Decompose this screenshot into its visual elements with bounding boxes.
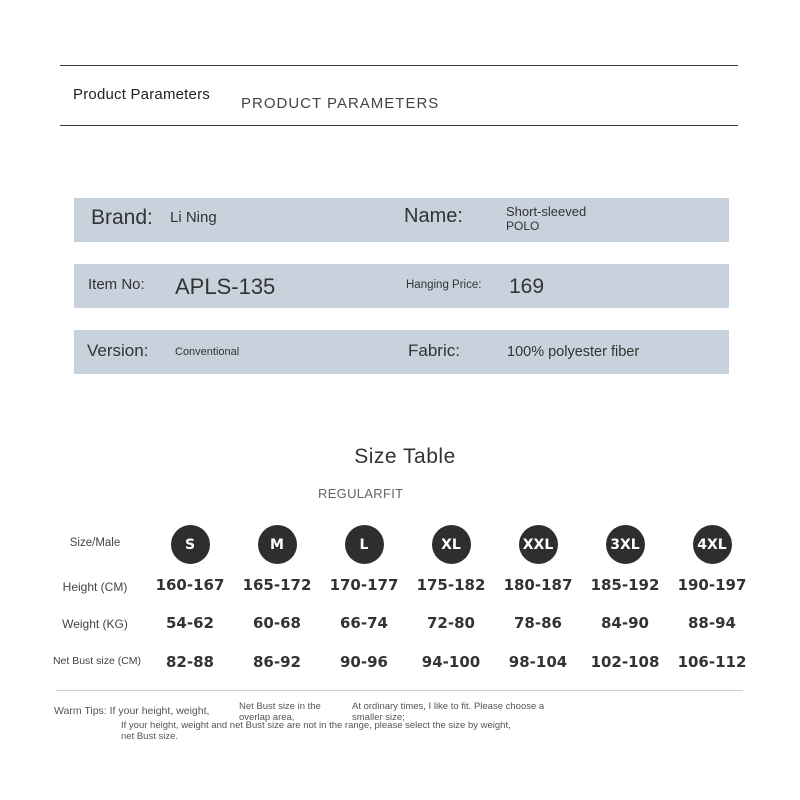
bust-cell: 82-88	[166, 653, 214, 671]
size-badge-xxl: XXL	[519, 525, 558, 564]
header-top-rule	[60, 65, 738, 66]
size-badge-xl: XL	[432, 525, 471, 564]
page-title-upper: PRODUCT PARAMETERS	[241, 95, 440, 112]
size-table-title: Size Table	[354, 445, 456, 468]
bust-cell: 86-92	[253, 653, 301, 671]
param-row-item-price	[74, 264, 729, 308]
fabric-label: Fabric:	[408, 341, 460, 360]
weight-cell: 72-80	[427, 614, 475, 632]
weight-cell: 66-74	[340, 614, 388, 632]
size-table-subtitle: REGULARFIT	[318, 486, 404, 501]
height-cell: 165-172	[242, 576, 312, 594]
size-badge-m: M	[258, 525, 297, 564]
weight-row-label: Weight (KG)	[62, 617, 128, 631]
param-row-brand-name	[74, 198, 729, 242]
size-badge-l: L	[345, 525, 384, 564]
bust-cell: 106-112	[677, 653, 747, 671]
size-badge-s: S	[171, 525, 210, 564]
name-value-line2: POLO	[506, 219, 540, 233]
size-badge-3xl: 3XL	[606, 525, 645, 564]
item-value: APLS-135	[175, 274, 276, 299]
param-row-version-fabric	[74, 330, 729, 374]
height-cell: 170-177	[329, 576, 399, 594]
bust-cell: 102-108	[590, 653, 660, 671]
price-value: 169	[509, 275, 545, 298]
weight-cell: 54-62	[166, 614, 214, 632]
item-label: Item No:	[88, 276, 145, 293]
bust-row-label: Net Bust size (CM)	[52, 655, 142, 667]
weight-cell: 84-90	[601, 614, 649, 632]
name-value-line1: Short-sleeved	[506, 204, 587, 219]
tip-part3: At ordinary times, I like to fit. Please choose a smaller size;	[352, 701, 545, 723]
name-label: Name:	[404, 205, 463, 227]
weight-cell: 88-94	[688, 614, 736, 632]
fabric-value: 100% polyester fiber	[507, 344, 640, 360]
height-cell: 160-167	[155, 576, 225, 594]
price-label: Hanging Price:	[406, 279, 482, 291]
brand-label: Brand:	[91, 206, 153, 229]
size-row-label: Size/Male	[69, 537, 121, 549]
bust-cell: 98-104	[508, 653, 568, 671]
version-value: Conventional	[175, 346, 240, 358]
height-cell: 190-197	[677, 576, 747, 594]
bust-cell: 90-96	[340, 653, 388, 671]
height-cell: 185-192	[590, 576, 660, 594]
height-cell: 175-182	[416, 576, 486, 594]
tips-divider	[56, 690, 743, 691]
height-row-label: Height (CM)	[62, 580, 128, 594]
header-bottom-rule	[60, 125, 738, 126]
tip-part1: Warm Tips: If your height, weight,	[54, 705, 210, 717]
bust-cell: 94-100	[421, 653, 481, 671]
weight-cell: 60-68	[253, 614, 301, 632]
height-cell: 180-187	[503, 576, 573, 594]
tip-part2: Net Bust size in the overlap area,	[239, 701, 321, 723]
version-label: Version:	[87, 341, 149, 360]
size-badge-4xl: 4XL	[693, 525, 732, 564]
page-title: Product Parameters	[73, 86, 210, 103]
tip-part4: If your height, weight and net Bust size are not in the range, please select the size by weight, net Bust size.	[121, 720, 511, 742]
brand-value: Li Ning	[170, 209, 217, 226]
weight-cell: 78-86	[514, 614, 562, 632]
